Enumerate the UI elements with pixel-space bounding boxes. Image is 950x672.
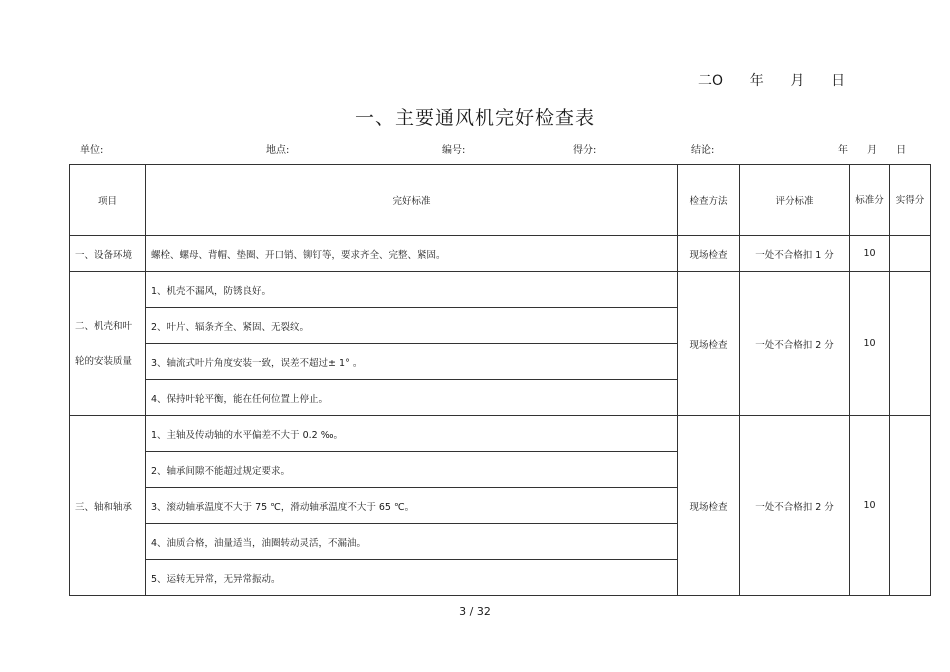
table-row: [70, 272, 931, 308]
actual-score-cell[interactable]: [890, 236, 931, 272]
standard-cell: 3、滚动轴承温度不大于 75 ℃，滑动轴承温度不大于 65 ℃。: [146, 488, 678, 524]
std-score-cell: 10: [850, 236, 890, 272]
page-title: 一、主要通风机完好检查表: [354, 107, 595, 129]
table-row: [70, 416, 931, 452]
page-number: 3 / 32: [459, 605, 491, 618]
meta-date: 年 月 日: [838, 145, 907, 156]
standard-cell: 2、叶片、辐条齐全、紧固、无裂纹。: [146, 308, 678, 344]
actual-score-cell[interactable]: [890, 416, 931, 596]
standard-cell: 4、保持叶轮平衡，能在任何位置上停止。: [146, 380, 678, 416]
standard-cell: 螺栓、螺母、背帽、垫圈、开口销、铆钉等，要求齐全、完整、紧固。: [146, 236, 678, 272]
date-line: 二О 年 月 日: [698, 73, 846, 89]
standard-cell: 1、机壳不漏风，防锈良好。: [146, 272, 678, 308]
std-score-cell: 10: [850, 416, 890, 596]
standard-cell: 4、油质合格，油量适当，油圈转动灵活，不漏油。: [146, 524, 678, 560]
scoring-cell: 一处不合格扣 2 分: [740, 272, 850, 416]
header-scoring: 评分标准: [740, 165, 850, 236]
standard-cell: 5、运转无异常，无异常振动。: [146, 560, 678, 596]
section-item: 二、机壳和叶轮的安装质量: [70, 272, 146, 416]
section-item: 一、设备环境: [70, 236, 146, 272]
method-cell: 现场检查: [678, 236, 740, 272]
table-row: [70, 236, 931, 272]
header-method: 检查方法: [678, 165, 740, 236]
section-item: 三、轴和轴承: [70, 416, 146, 596]
meta-conclusion: 结论:: [691, 145, 715, 156]
table-header-row: [70, 165, 931, 236]
header-std-score: 标准分: [850, 165, 890, 236]
standard-cell: 3、轴流式叶片角度安装一致，误差不超过± 1° 。: [146, 344, 678, 380]
header-actual-score: 实得分: [890, 165, 931, 236]
standard-cell: 1、主轴及传动轴的水平偏差不大于 0.2 ‰。: [146, 416, 678, 452]
std-score-cell: 10: [850, 272, 890, 416]
scoring-cell: 一处不合格扣 2 分: [740, 416, 850, 596]
standard-cell: 2、轴承间隙不能超过规定要求。: [146, 452, 678, 488]
meta-location: 地点:: [266, 145, 290, 156]
scoring-cell: 一处不合格扣 1 分: [740, 236, 850, 272]
header-item: 项目: [70, 165, 146, 236]
method-cell: 现场检查: [678, 272, 740, 416]
meta-number: 编号:: [442, 145, 466, 156]
inspection-table: [69, 164, 931, 596]
meta-unit: 单位:: [80, 145, 104, 156]
header-standard: 完好标准: [146, 165, 678, 236]
actual-score-cell[interactable]: [890, 272, 931, 416]
meta-score: 得分:: [573, 145, 597, 156]
method-cell: 现场检查: [678, 416, 740, 596]
